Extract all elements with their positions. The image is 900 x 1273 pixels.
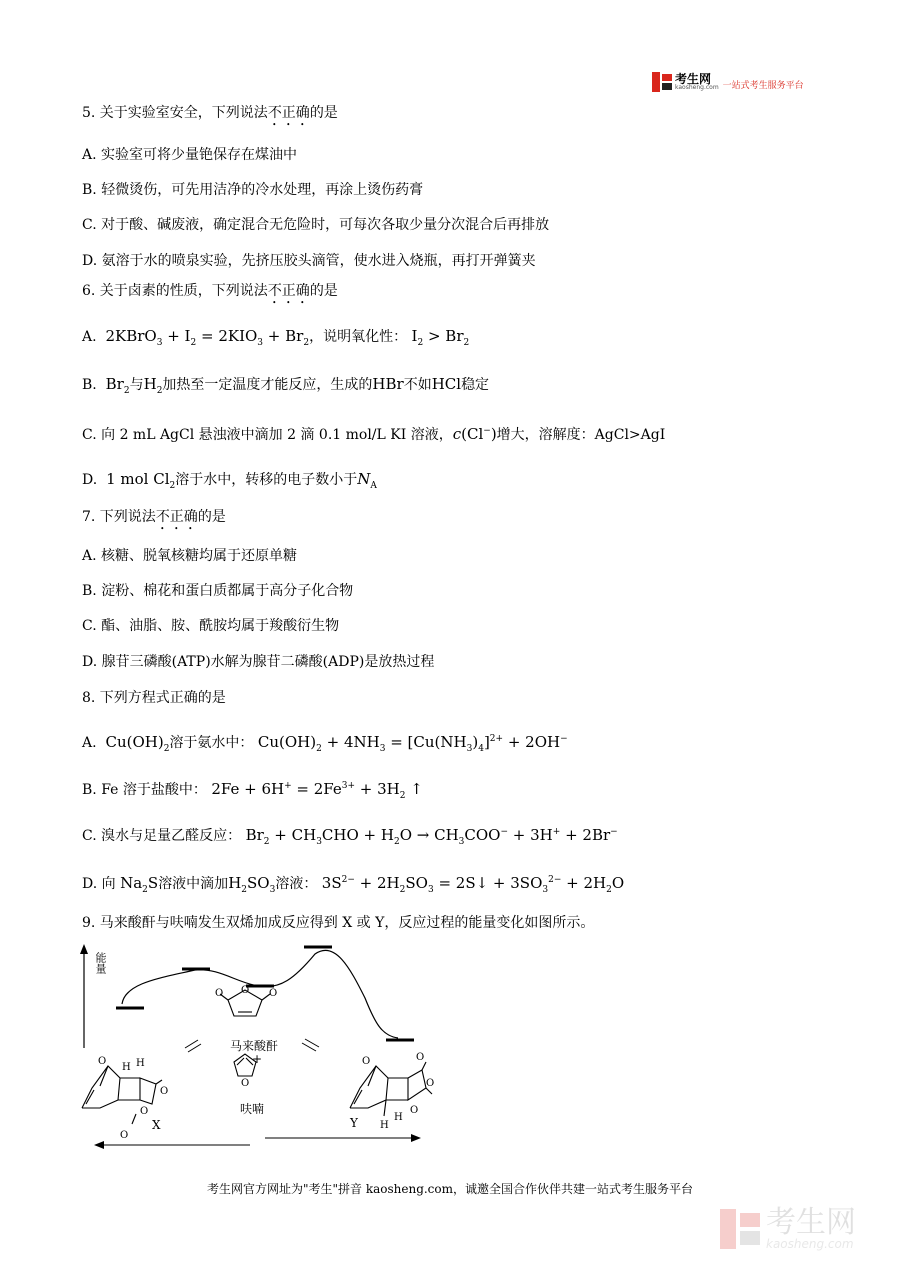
svg-text:O: O bbox=[160, 1086, 169, 1097]
q8-option-c: C. 溴水与足量乙醛反应： $Br_2 + CH_3CHO + H_2O \to CH_3COO^- + 3H^+ + 2Br^-$ bbox=[82, 826, 618, 847]
q7-option-d: D. 腺苷三磷酸(ATP)水解为腺苷二磷酸(ADP)是放热过程 bbox=[82, 654, 435, 670]
maleic-anhydride-label: 马来酸酐 bbox=[230, 1039, 279, 1053]
q6-option-c: C. 向 2 mL AgCl 悬浊液中滴加 2 滴 0.1 mol/L KI 溶液，c(Cl−)增大，溶解度：AgCl>AgI bbox=[82, 425, 666, 443]
watermark-domain: kaosheng.com bbox=[766, 1237, 854, 1251]
q7-option-c: C. 酯、油脂、胺、酰胺均属于羧酸衍生物 bbox=[82, 618, 340, 634]
q8-option-b: B. Fe 溶于盐酸中： $2Fe + 6H^+ = 2Fe^{3+} + 3H_2$ ↑ bbox=[82, 780, 423, 801]
energy-curve bbox=[122, 950, 398, 1038]
q8-option-a: A. $Cu(OH)_2$溶于氨水中： $Cu(OH)_2 + 4NH_3 = [Cu(NH_3)_4]^{2+} + 2OH^-$ bbox=[82, 733, 568, 754]
q8-option-d: D. 向 $Na_2S$溶液中滴加$H_2SO_3$溶液： $3S^{2-} + 2H_2SO_3$ = 2S↓ + $3SO_3^{2-} + 2H_2O$ bbox=[82, 874, 625, 895]
q6-a-relation: $I_2 > Br_2$ bbox=[411, 327, 470, 348]
product-y-label: Y bbox=[350, 1116, 358, 1130]
watermark-logo-icon bbox=[720, 1209, 760, 1249]
product-x-label: X bbox=[152, 1118, 161, 1132]
product-x-structure bbox=[82, 1066, 162, 1124]
q5-option-b: B. 轻微烫伤，可先用洁净的冷水处理，再涂上烫伤药膏 bbox=[82, 182, 424, 198]
q7-option-a: A. 核糖、脱氧核糖均属于还原单糖 bbox=[82, 548, 298, 564]
energy-axis-label: 能量 bbox=[94, 952, 107, 974]
svg-text:O: O bbox=[140, 1106, 149, 1117]
furan-o: O bbox=[241, 1078, 250, 1089]
furan-label: 呋喃 bbox=[240, 1102, 265, 1116]
svg-text:O: O bbox=[416, 1052, 425, 1063]
q6-option-d: D. 1 mol $Cl_2$溶于水中，转移的电子数小于$N_A$ bbox=[82, 470, 377, 491]
header-logo bbox=[652, 72, 804, 92]
svg-text:O: O bbox=[410, 1105, 419, 1116]
logo-slogan: 一站式考生服务平台 bbox=[722, 80, 804, 91]
q7-option-b: B. 淀粉、棉花和蛋白质都属于高分子化合物 bbox=[82, 583, 354, 599]
q6-option-b: B. $Br_2$与$H_2$加热至一定温度才能反应，生成的HBr不如HCl稳定 bbox=[82, 375, 490, 396]
q5-stem: 5. 关于实验室安全，下列说法不正确的是 bbox=[82, 105, 338, 121]
q6-option-a: A. 2KBrO$_3$ + $I_2 = 2KIO_3 + Br_2$，说明氧化性： $I_2 > Br_2$ bbox=[82, 327, 470, 348]
equilibrium-right bbox=[302, 1039, 319, 1051]
kaosheng-logo-icon bbox=[652, 72, 672, 92]
energy-profile-svg bbox=[70, 938, 680, 1163]
q5-option-a: A. 实验室可将少量铯保存在煤油中 bbox=[82, 147, 298, 163]
watermark-name: 考生网 bbox=[766, 1205, 856, 1240]
plus-sign: + bbox=[252, 1052, 263, 1066]
page-footer: 考生网官方网址为"考生"拼音 kaosheng.com，诚邀全国合作伙伴共建一站式考生服务平台 bbox=[206, 1182, 694, 1196]
q6-a-equation: 2KBrO$_3$ + $I_2 = 2KIO_3 + Br_2$ bbox=[105, 327, 310, 348]
maleic-o-ring: O bbox=[241, 985, 250, 996]
energy-axis-arrow bbox=[80, 944, 88, 954]
q8-stem: 8. 下列方程式正确的是 bbox=[82, 690, 226, 706]
q6-stem: 6. 关于卤素的性质，下列说法不正确的是 bbox=[82, 283, 338, 299]
svg-text:O: O bbox=[362, 1056, 371, 1067]
q7-stem: 7. 下列说法不正确的是 bbox=[82, 509, 226, 525]
svg-text:H: H bbox=[380, 1120, 389, 1131]
product-y-structure bbox=[350, 1062, 435, 1116]
logo-name: 考生网 bbox=[675, 72, 712, 86]
q5-option-d: D. 氨溶于水的喷泉实验，先挤压胶头滴管，使水进入烧瓶，再打开弹簧夹 bbox=[82, 253, 536, 269]
logo-domain: kaosheng.com bbox=[675, 84, 719, 91]
q9-stem: 9. 马来酸酐与呋喃发生双烯加成反应得到 X 或 Y，反应过程的能量变化如图所示。 bbox=[82, 915, 595, 931]
maleic-o-right: O bbox=[269, 988, 278, 999]
svg-text:O: O bbox=[426, 1078, 435, 1089]
svg-text:H: H bbox=[122, 1062, 131, 1073]
energy-diagram bbox=[70, 938, 680, 1163]
equilibrium-left bbox=[185, 1040, 201, 1052]
q5-option-c: C. 对于酸、碱废液，确定混合无危险时，可每次各取少量分次混合后再排放 bbox=[82, 217, 550, 233]
svg-text:H: H bbox=[136, 1058, 145, 1069]
watermark bbox=[720, 1205, 856, 1251]
svg-text:H: H bbox=[394, 1112, 403, 1123]
svg-text:O: O bbox=[120, 1130, 129, 1141]
svg-text:O: O bbox=[98, 1056, 107, 1067]
maleic-o-left: O bbox=[215, 988, 224, 999]
